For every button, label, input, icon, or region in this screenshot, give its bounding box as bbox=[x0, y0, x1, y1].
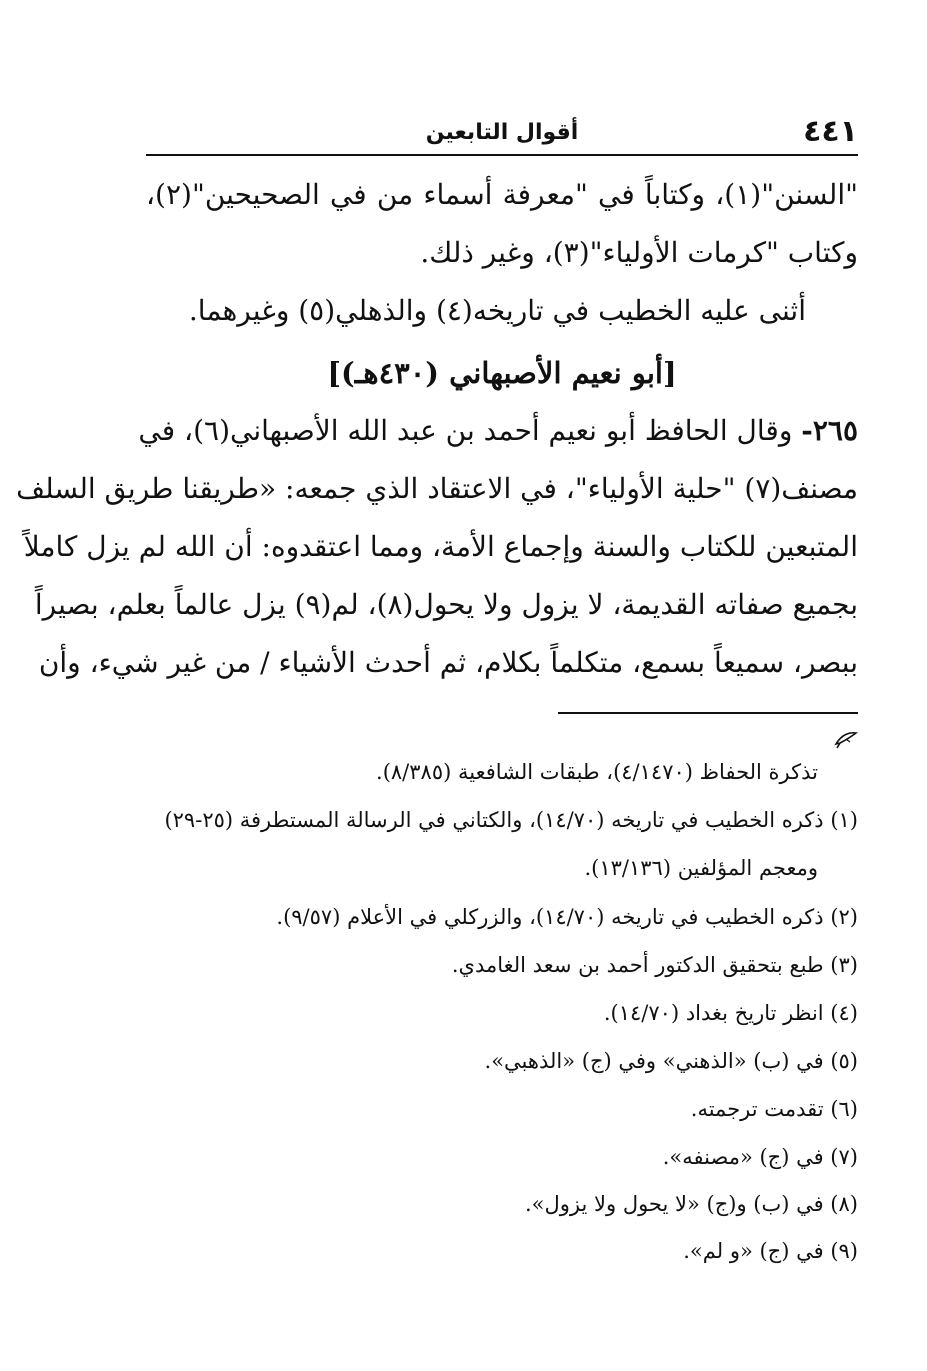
body-line-1: "السنن"(١)، وكتاباً في "معرفة أسماء من في الصحيحين"(٢)، bbox=[146, 178, 858, 211]
footnote-bio: تذكرة الحفاظ (٤/١٤٧٠)، طبقات الشافعية (٨/٣٨٥). bbox=[376, 760, 818, 784]
body-line-7: بجميع صفاته القديمة، لا يزول ولا يحول(٨)، لم(٩) يزل عالماً بعلم، بصيراً bbox=[34, 588, 858, 621]
body-line-8: ببصر، سميعاً بسمع، متكلماً بكلام، ثم أحدث الأشياء / من غير شيء، وأن bbox=[38, 646, 858, 679]
footnote-separator bbox=[558, 712, 858, 714]
paragraph-number: ٢٦٥- bbox=[801, 414, 858, 447]
body-line-4 bbox=[138, 414, 858, 448]
footnote-4: (٤) انظر تاريخ بغداد (١٤/٧٠). bbox=[603, 1001, 858, 1025]
body-line-2: وكتاب "كرمات الأولياء"(٣)، وغير ذلك. bbox=[420, 236, 858, 269]
page-header bbox=[146, 110, 858, 156]
footnote-8: (٨) في (ب) و(ج) «لا يحول ولا يزول». bbox=[525, 1192, 858, 1216]
footnote-6: (٦) تقدمت ترجمته. bbox=[690, 1097, 858, 1121]
footnote-1b: ومعجم المؤلفين (١٣/١٣٦). bbox=[584, 856, 818, 880]
footnote-9: (٩) في (ج) «و لم». bbox=[683, 1239, 858, 1263]
footnote-2: (٢) ذكره الخطيب في تاريخه (١٤/٧٠)، والزركلي في الأعلام (٩/٥٧). bbox=[276, 905, 858, 929]
body-line-4-text: وقال الحافظ أبو نعيم أحمد بن عبد الله الأصبهاني(٦)، في bbox=[138, 414, 793, 447]
footnote-3: (٣) طبع بتحقيق الدكتور أحمد بن سعد الغامدي. bbox=[451, 953, 858, 977]
quill-pen-icon bbox=[834, 730, 858, 750]
footnote-7: (٧) في (ج) «مصنفه». bbox=[662, 1145, 858, 1169]
body-line-6: المتبعين للكتاب والسنة وإجماع الأمة، ومما اعتقدوه: أن الله لم يزل كاملاً bbox=[23, 530, 858, 563]
body-line-3: أثنى عليه الخطيب في تاريخه(٤) والذهلي(٥) وغيرهما. bbox=[188, 294, 806, 327]
running-title: أقوال التابعين bbox=[425, 120, 579, 145]
body-line-5: مصنف(٧) "حلية الأولياء"، في الاعتقاد الذي جمعه: «طريقنا طريق السلف bbox=[16, 472, 858, 505]
footnote-5: (٥) في (ب) «الذهني» وفي (ج) «الذهبي». bbox=[484, 1049, 858, 1073]
page-number: ٤٤١ bbox=[803, 114, 858, 149]
footnote-1a: (١) ذكره الخطيب في تاريخه (١٤/٧٠)، والكتاني في الرسالة المستطرفة (٢٥-٢٩) bbox=[164, 808, 858, 832]
section-heading: [أبو نعيم الأصبهاني (٤٣٠هـ)] bbox=[327, 356, 677, 390]
